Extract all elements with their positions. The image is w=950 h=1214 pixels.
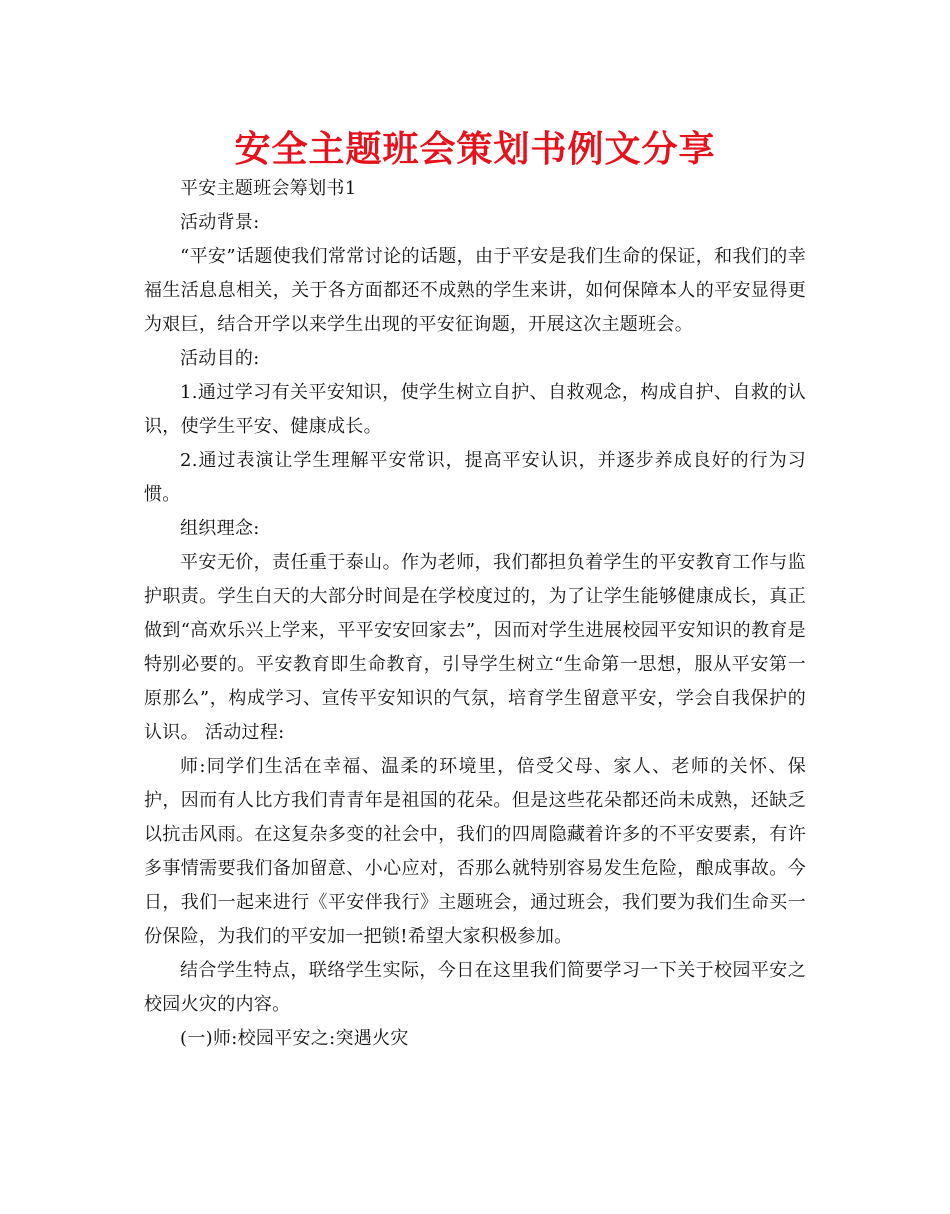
document-title: 安全主题班会策划书例文分享: [234, 129, 716, 170]
document-body: [144, 172, 806, 1056]
paragraph-teacher-intro: 师:同学们生活在幸福、温柔的环境里，倍受父母、家人、老师的关怀、保护，因而有人比方我们青青年是祖国的花朵。但是这些花朵都还尚未成熟，还缺乏以抗击风雨。在这复杂多变的社会中，我们的四周隐藏着许多的不平安要素，有许多事情需要我们备加留意、小心应对，否那么就特别容易发生危险，酿成事故。今日，我们一起来进行《平安伴我行》主题班会，通过班会，我们要为我们生命买一份保险，为我们的平安加一把锁!希望大家积极参加。: [144, 756, 806, 947]
paragraph-concept-text: 平安无价，责任重于泰山。作为老师，我们都担负着学生的平安教育工作与监护职责。学生白天的大部分时间是在学校度过的，为了让学生能够健康成长，真正做到“高欢乐兴上学来，平平安安回家去”，因而对学生进展校园平安知识的教育是特别必要的。平安教育即生命教育，引导学生树立“生命第一思想，服从平安第一原那么”，构成学习、宣传平安知识的气氛，培育学生留意平安，学会自我保护的认识。 活动过程:: [144, 552, 806, 743]
paragraph-section-purpose: 活动目的:: [180, 348, 260, 369]
paragraph-section-background: 活动背景:: [180, 212, 260, 233]
paragraph-purpose-2: 2.通过表演让学生理解平安常识，提高平安认识，并逐步养成良好的行为习惯。: [144, 450, 806, 505]
paragraph-background-text: “平安”话题使我们常常讨论的话题，由于平安是我们生命的保证，和我们的幸福生活息息相关，关于各方面都还不成熟的学生来讲，如何保障本人的平安显得更为艰巨，结合开学以来学生出现的平安征询题，开展这次主题班会。: [144, 246, 806, 335]
paragraph-heading: 平安主题班会筹划书1: [180, 178, 357, 199]
paragraph-fire-intro: 结合学生特点，联络学生实际，今日在这里我们简要学习一下关于校园平安之校园火灾的内容。: [144, 960, 806, 1015]
paragraph-section-concept: 组织理念:: [180, 518, 260, 539]
paragraph-fire-heading: (一)师:校园平安之:突遇火灾: [180, 1028, 409, 1049]
paragraph-purpose-1: 1.通过学习有关平安知识，使学生树立自护、自救观念，构成自护、自救的认识，使学生平安、健康成长。: [144, 382, 806, 437]
